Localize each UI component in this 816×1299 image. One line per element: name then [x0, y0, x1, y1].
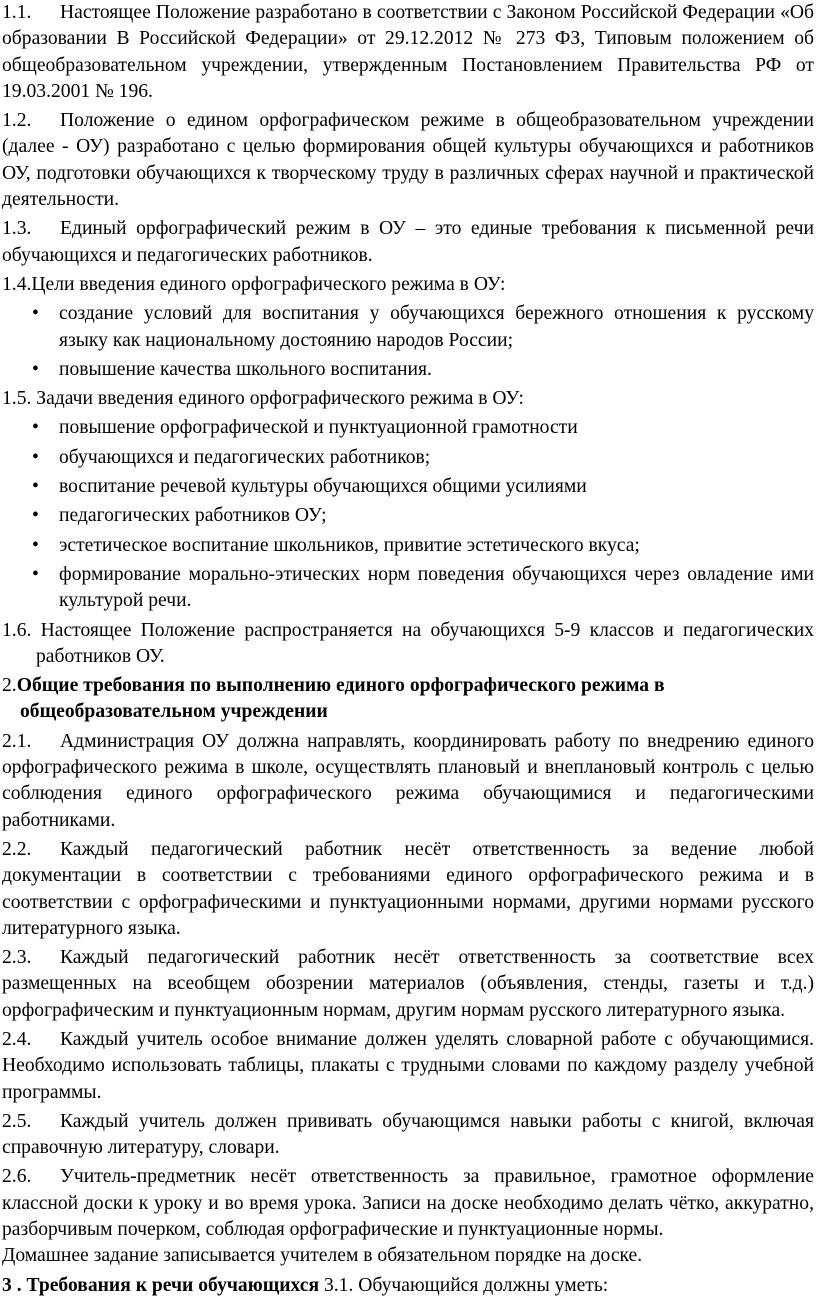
paragraph-2-5: [2, 1109, 814, 1162]
section-title: Общие требования по выполнению единого орфографического режима в общеобразовательном учреждении: [16, 675, 665, 723]
list-item: • воспитание речевой культуры обучающихся общими усилиями: [2, 474, 814, 500]
bullet-icon: •: [32, 534, 39, 556]
bullet-icon: •: [32, 417, 39, 439]
section-number: 2.2.: [2, 838, 32, 860]
paragraph-text: Единый орфографический режим в ОУ – это единые требования к письменной речи обучающихся и педагогических работников.: [2, 218, 814, 266]
document-page: [2, 0, 814, 1299]
list-item: • обучающихся и педагогических работников;: [2, 445, 814, 471]
bullet-icon: •: [32, 505, 39, 527]
bullet-icon: •: [32, 476, 39, 498]
bullet-icon: •: [32, 303, 39, 325]
paragraph-text: Каждый педагогический работник несёт ответственность за ведение любой документации в соответствии с требованиями единого орфографического режима и в соответствии с орфографическими и пунктуационными нормами, другими нормами русского литературного языка.: [2, 838, 814, 939]
paragraph-2-3: [2, 945, 814, 1024]
list-item: • формирование морально-этических норм поведения обучающихся через овладение ими культурой речи.: [32, 563, 814, 612]
list-item: • повышение орфографической и пунктуационной грамотности: [2, 415, 814, 441]
list-item: • повышение качества школьного воспитания.: [2, 357, 814, 383]
paragraph-text: Настоящее Положение разработано в соответствии с Законом Российской Федерации «Об образовании В Российской Федерации» от 29.12.2012 № 273 ФЗ, Типовым положением об общеобразовательном учреждении, утвержденным Постановлением Правительства РФ от 19.03.2001 № 196.: [2, 2, 814, 102]
paragraph-text: 3.1. Обучающийся должны уметь:: [319, 1274, 609, 1296]
paragraph-text: Администрация ОУ должна направлять, координировать работу по внедрению единого орфографического режима в школе, осуществлять плановый и внеплановый контроль с целью соблюдения единого орфографического режима обучающимися и педагогическими работниками.: [2, 730, 814, 831]
paragraph-2-1: [2, 729, 814, 834]
bullet-icon: •: [32, 358, 39, 380]
section-number: 1.3.: [2, 218, 32, 240]
paragraph-text: Каждый учитель должен прививать обучающимся навыки работы с книгой, включая справочную литературу, словари.: [2, 1110, 814, 1159]
paragraph-1-2: [2, 108, 814, 213]
paragraph-text: Каждый педагогический работник несёт ответственность за соответствие всех размещенных на всеобщем обозрении материалов (объявления, стенды, газеты и т.д.) орфографическим и пунктуационным нормам, другим нормам русского литературного языка.: [2, 947, 814, 1021]
section-number: 2.3.: [2, 947, 32, 969]
paragraph-2-6-homework: Домашнее задание записывается учителем в обязательном порядке на доске.: [2, 1245, 643, 1267]
paragraph-2-2: [2, 837, 814, 942]
bullet-icon: •: [32, 446, 39, 468]
bullet-icon: •: [32, 563, 39, 585]
section-number: 2.4.: [2, 1028, 32, 1050]
goals-list: [2, 301, 814, 383]
heading-1-4: 1.4.Цели введения единого орфографического режима в ОУ:: [2, 273, 506, 295]
paragraph-2-4: [2, 1027, 814, 1106]
list-item: • эстетическое воспитание школьников, привитие эстетического вкуса;: [2, 533, 814, 559]
paragraph-2-6: [2, 1164, 814, 1243]
paragraph-text: Положение о едином орфографическом режиме в общеобразовательном учреждении (далее - ОУ) разработано с целью формирования общей культуры обучающихся и работников ОУ, подготовки обучающихся к творческому труду в различных сферах научной и практической деятельности.: [2, 110, 814, 211]
section-number: 1.2.: [2, 110, 32, 132]
list-item: • педагогических работников ОУ;: [2, 503, 814, 529]
section-number: 1.1.: [2, 2, 32, 23]
section-number: 2.5.: [2, 1110, 32, 1132]
paragraph-text: Учитель-предметник несёт ответственность за правильное, грамотное оформление классной доски к уроку и во время урока. Записи на доске необходимо делать чётко, аккуратно, разборчивым почерком, соблюдая орфографические и пунктуационные нормы.: [2, 1166, 814, 1241]
paragraph-1-1: [2, 0, 814, 105]
section-title: 3 . Требования к речи обучающихся: [2, 1274, 320, 1296]
paragraph-1-6: 1.6. Настоящее Положение распространяется на обучающихся 5-9 классов и педагогических работников ОУ.: [2, 619, 814, 667]
list-item: • создание условий для воспитания у обучающихся бережного отношения к русскому языку как национальному достоянию народов России;: [32, 303, 814, 351]
paragraph-text: Каждый учитель особое внимание должен уделять словарной работе с обучающимися. Необходимо использовать таблицы, плакаты с трудными словами по каждому разделу учебной программы.: [2, 1028, 814, 1103]
section-2-heading: [2, 673, 814, 726]
section-number: 2.: [2, 675, 17, 697]
tasks-list: [2, 415, 814, 614]
paragraph-1-3: [2, 216, 814, 269]
section-number: 2.1.: [2, 730, 32, 752]
section-3-heading: [2, 1273, 814, 1299]
section-number: 2.6.: [2, 1166, 32, 1188]
heading-1-5: 1.5. Задачи введения единого орфографического режима в ОУ:: [2, 388, 524, 410]
